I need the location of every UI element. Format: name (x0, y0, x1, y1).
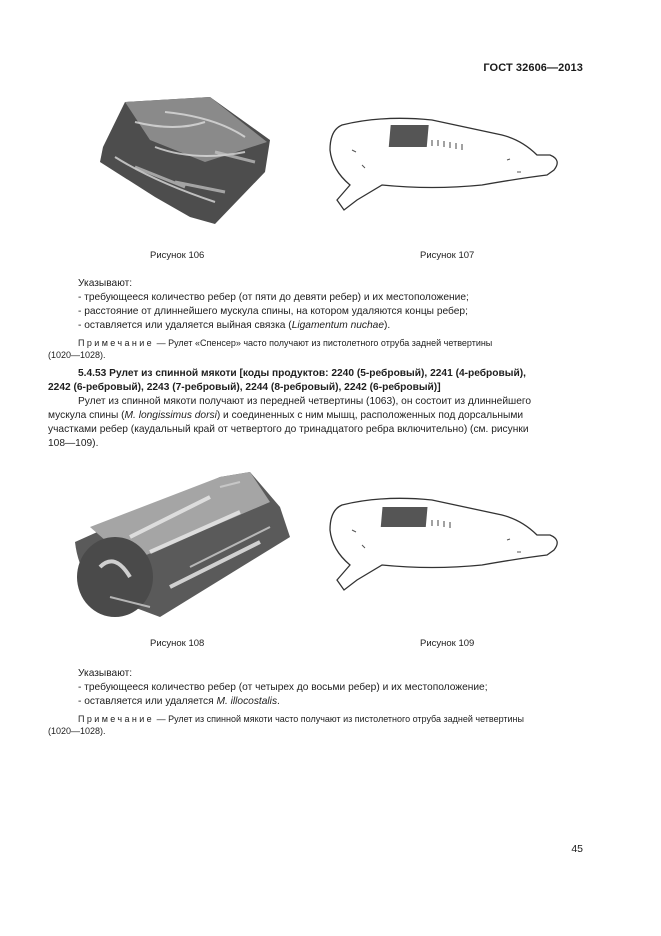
note-2 (78, 713, 524, 726)
list-item-text: - оставляется или удаляется (78, 696, 217, 707)
list-item-text: - оставляется или удаляется выйная связка ( (78, 320, 292, 331)
section-heading: 5.4.53 Рулет из спинной мякоти [коды продуктов: 2240 (5-ребровый), 2241 (4-ребровый), (78, 368, 526, 379)
note-label: Примечание (78, 338, 155, 348)
section-heading-cont: 2242 (6-ребровый), 2243 (7-ребровый), 2244 (8-ребровый), 2242 (6-ребровый)] (48, 382, 441, 393)
carcass-outline (330, 498, 557, 590)
carcass-outline (330, 118, 557, 210)
figure-107-caption: Рисунок 107 (420, 250, 475, 261)
figure-108-meat-roll (70, 467, 300, 622)
note-1 (78, 337, 492, 350)
list-item: - требующееся количество ребер (от пяти до девяти ребер) и их местоположение; (78, 292, 469, 303)
latin-term: M. longissimus dorsi (124, 410, 217, 421)
note-label: Примечание (78, 714, 155, 724)
latin-term: Ligamentum nuchae (291, 320, 385, 331)
page-number: 45 (571, 843, 583, 855)
list-item (78, 695, 280, 709)
latin-term: M. illocostalis (216, 696, 278, 707)
list-item-text: ). (384, 320, 391, 331)
paragraph-text: мускула спины ( (48, 410, 125, 421)
figure-107-carcass-diagram (322, 110, 567, 215)
note-2-cont: (1020—1028). (48, 726, 106, 736)
list-item: - требующееся количество ребер (от четырех до восьми ребер) и их местоположение; (78, 682, 488, 693)
note-1-cont: (1020—1028). (48, 350, 106, 360)
list-item-text: . (277, 696, 280, 707)
figure-109-caption: Рисунок 109 (420, 638, 475, 649)
section-paragraph: участками ребер (каудальный край от четвертого до тринадцатого ребра включительно) (см. рисунки (48, 424, 529, 435)
section-paragraph: 108—109). (48, 438, 99, 449)
indicate-intro-2: Указывают: (78, 668, 133, 679)
indicate-intro-1: Указывают: (78, 278, 133, 289)
section-paragraph (48, 409, 523, 423)
note-text: — Рулет из спинной мякоти часто получают из пистолетного отруба задней четвертины (154, 714, 524, 724)
list-item: - расстояние от длиннейшего мускула спины, на котором удаляются концы ребер; (78, 306, 468, 317)
paragraph-text: ) и соединенных с ним мышц, расположенных под дорсальными (216, 410, 524, 421)
standard-number: ГОСТ 32606—2013 (483, 62, 583, 74)
note-text: — Рулет «Спенсер» часто получают из пистолетного отруба задней четвертины (154, 338, 493, 348)
figure-108-caption: Рисунок 108 (150, 638, 205, 649)
highlighted-cut (381, 507, 428, 527)
highlighted-cut (389, 125, 429, 147)
figure-106-caption: Рисунок 106 (150, 250, 205, 261)
figure-106-meat-cut (95, 92, 275, 227)
figure-109-carcass-diagram (322, 490, 567, 595)
list-item (78, 319, 390, 333)
section-paragraph: Рулет из спинной мякоти получают из передней четвертины (1063), он состоит из длиннейшего (78, 396, 532, 407)
